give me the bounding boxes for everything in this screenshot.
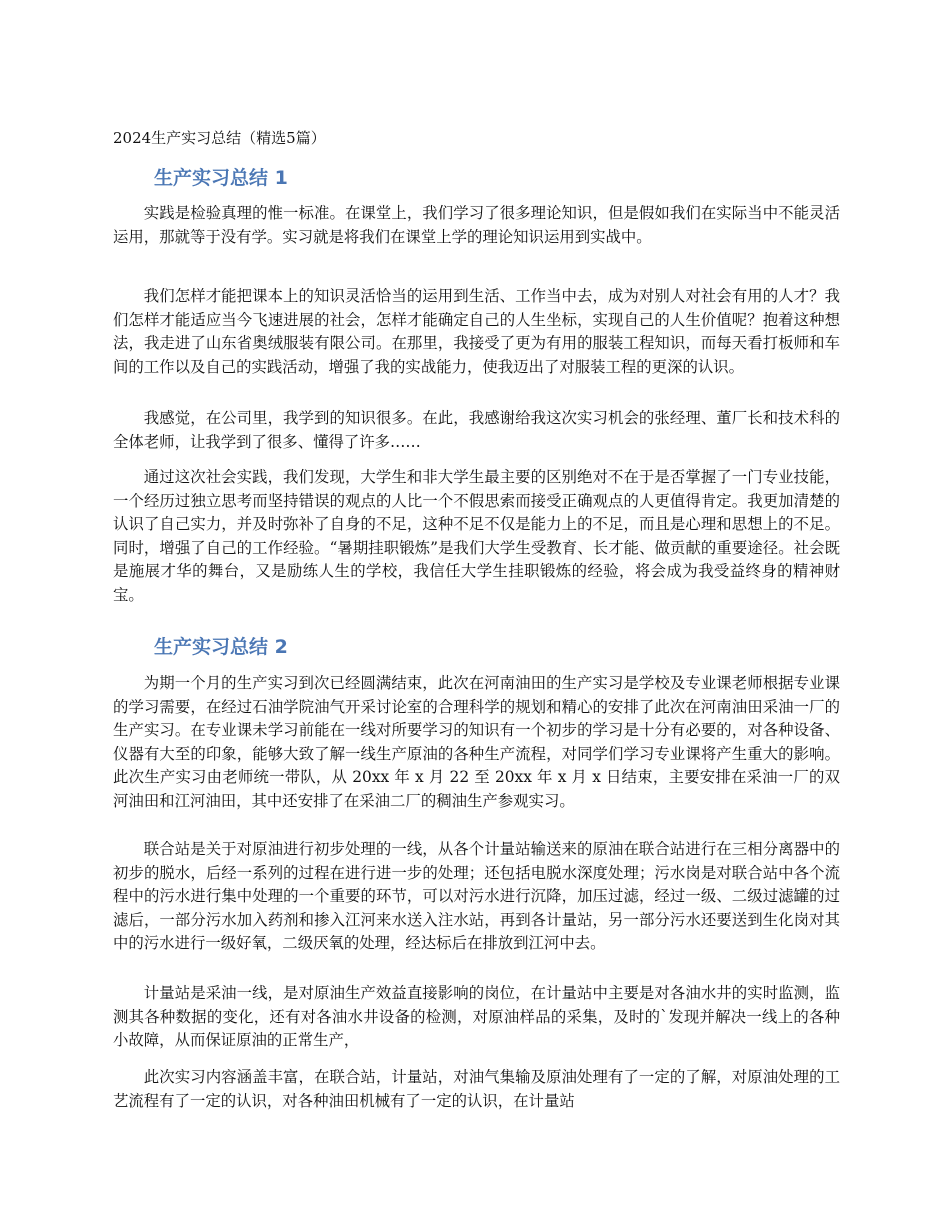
document-title: 2024生产实习总结（精选5篇）	[113, 129, 326, 147]
paragraph: 通过这次社会实践，我们发现，大学生和非大学生最主要的区别绝对不在于是否掌握了一门专业技能，一个经历过独立思考而坚持错误的观点的人比一个不假思索而接受正确观点的人更值得肯定。我更加清楚的认识了自己实力，并及时弥补了自身的不足，这种不足不仅是能力上的不足，而且是心理和思想上的不足。同时，增强了自己的工作经验。“暑期挂职锻炼”是我们大学生受教育、长才能、做贡献的重要途径。社会既是施展才华的舞台，又是励练人生的学校，我信任大学生挂职锻炼的经验，将会成为我受益终身的精神财宝。	[113, 468, 840, 604]
paragraph: 此次实习内容涵盖丰富，在联合站，计量站，对油气集输及原油处理有了一定的了解，对原油处理的工艺流程有了一定的认识，对各种油田机械有了一定的认识，在计量站	[113, 1068, 840, 1110]
paragraph: 实践是检验真理的惟一标准。在课堂上，我们学习了很多理论知识，但是假如我们在实际当中不能灵活运用，那就等于没有学。实习就是将我们在课堂上学的理论知识运用到实战中。	[113, 204, 840, 246]
paragraph: 联合站是关于对原油进行初步处理的一线，从各个计量站输送来的原油在联合站进行在三相分离器中的初步的脱水，后经一系列的过程在进行进一步的处理；还包括电脱水深度处理；污水岗是对联合站中各个流程中的污水进行集中处理的一个重要的环节，可以对污水进行沉降，加压过滤，经过一级、二级过滤罐的过滤后，一部分污水加入药剂和掺入江河来水送入注水站，再到各计量站，另一部分污水还要送到生化岗对其中的污水进行一级好氧，二级厌氧的处理，经达标后在排放到江河中去。	[113, 840, 840, 952]
paragraph: 为期一个月的生产实习到次已经圆满结束，此次在河南油田的生产实习是学校及专业课老师根据专业课的学习需要，在经过石油学院油气开采讨论室的合理科学的规划和精心的安排了此次在河南油田采油一厂的生产实习。在专业课未学习前能在一线对所要学习的知识有一个初步的学习是十分有必要的，对各种设备、仪器有大至的印象，能够大致了解一线生产原油的各种生产流程，对同学们学习专业课将产生重大的影响。此次生产实习由老师统一带队，从 20xx 年 x 月 22 至 20xx 年 x 月 x 日结束，主要安排在采油一厂的双河油田和江河油田，其中还安排了在采油二厂的稠油生产参观实习。	[113, 674, 840, 810]
paragraph: 我感觉，在公司里，我学到的知识很多。在此，我感谢给我这次实习机会的张经理、董厂长和技术科的全体老师，让我学到了很多、懂得了许多……	[113, 409, 840, 451]
section-heading-1: 生产实习总结 1	[154, 167, 288, 189]
paragraph: 计量站是采油一线，是对原油生产效益直接影响的岗位，在计量站中主要是对各油水井的实时监测，监测其各种数据的变化，还有对各油水井设备的检测，对原油样品的采集，及时的`发现并解决一线上的各种小故障，从而保证原油的正常生产，	[113, 984, 840, 1049]
section-heading-2: 生产实习总结 2	[154, 636, 288, 658]
paragraph: 我们怎样才能把课本上的知识灵活恰当的运用到生活、工作当中去，成为对别人对社会有用的人才？我们怎样才能适应当今飞速进展的社会，怎样才能确定自己的人生坐标，实现自己的人生价值呢？抱着这种想法，我走进了山东省奥绒服装有限公司。在那里，我接受了更为有用的服装工程知识，而每天看打板师和车间的工作以及自己的实践活动，增强了我的实战能力，使我迈出了对服装工程的更深的认识。	[113, 287, 840, 376]
